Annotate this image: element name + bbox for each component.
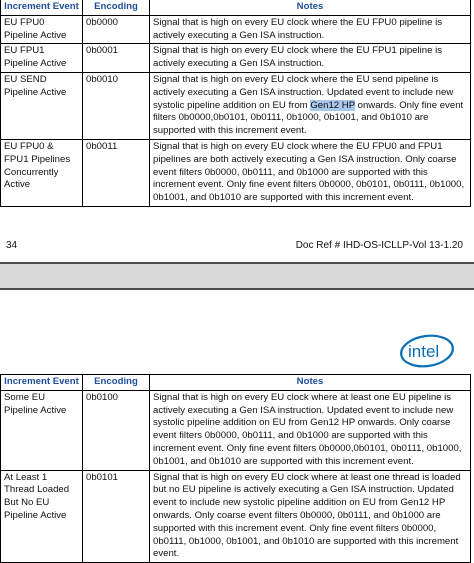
event-name-cell: EU SEND Pipeline Active	[1, 72, 83, 139]
encoding-cell: 0b0011	[83, 139, 150, 206]
notes-text-continued: onwards. Only fine event filters 0b0000,0b0101, 0b0111, 0b1000, 0b1001, and 0b1010 are supported with this increment event.	[153, 99, 464, 137]
document-page-top	[0, 0, 474, 262]
table-header-row	[1, 0, 471, 15]
header-notes: Notes	[150, 0, 471, 15]
table-row	[1, 139, 471, 206]
search-highlight[interactable]: Gen12 HP	[310, 99, 355, 111]
table-row	[1, 390, 471, 470]
event-name-cell: EU FPU0 & FPU1 Pipelines Concurrently Active	[1, 139, 83, 206]
encoding-cell: 0b0010	[83, 72, 150, 139]
notes-text: Signal that is high on every EU clock where the EU send pipeline is actively executing a Gen ISA instruction. Updated event to include new systolic pipeline addition on EU from	[153, 73, 454, 111]
event-name-cell: At Least 1 Thread Loaded But No EU Pipeline Active	[1, 470, 83, 563]
notes-cell	[150, 15, 471, 44]
notes-text: Signal that is high on every EU clock where the EU FPU1 pipeline is actively executing a Gen ISA instruction.	[153, 45, 443, 70]
encoding-cell: 0b0001	[83, 44, 150, 73]
intel-logo	[398, 330, 456, 370]
header-encoding: Encoding	[83, 0, 150, 15]
table-row	[1, 44, 471, 73]
encoding-cell: 0b0100	[83, 390, 150, 470]
top-event-table	[0, 0, 471, 207]
notes-cell	[150, 470, 471, 563]
notes-cell	[150, 72, 471, 139]
encoding-cell: 0b0000	[83, 15, 150, 44]
notes-text: Signal that is high on every EU clock where at least one thread is loaded but no EU pipeline is actively executing a Gen ISA instruction. Updated event to include new systolic pipeline addition on EU from Gen12 HP onwards. Only coarse event filters 0b0000, 0b0111, and 0b1000 are supported with this increment event. Only fine event filters 0b0000, 0b0111, 0b1000, 0b1001, and 0b1010 are supported with this increment event.	[153, 471, 461, 560]
logo-text: intel	[408, 342, 440, 361]
page-number: 34	[6, 240, 18, 251]
encoding-cell: 0b0101	[83, 470, 150, 563]
notes-cell	[150, 44, 471, 73]
event-name-cell: EU FPU0 Pipeline Active	[1, 15, 83, 44]
header-increment-event: Increment Event	[1, 375, 83, 391]
doc-reference: Doc Ref # IHD-OS-ICLLP-Vol 13-1.20	[295, 240, 463, 251]
header-notes: Notes	[150, 375, 471, 391]
table-row	[1, 470, 471, 563]
bottom-event-table	[0, 374, 471, 563]
notes-text: Signal that is high on every EU clock where at least one EU pipeline is actively executing a Gen ISA instruction. Updated event to include new systolic pipeline addition on EU from Gen12 HP onwards. Only coarse event filters 0b0000, 0b0111, and 0b1000 are supported with this increment event. Only fine event filters 0b0000,0b0101, 0b0111, 0b1000, 0b1001, and 0b1010 are supported with this increment event.	[153, 391, 462, 467]
notes-text: Signal that is high on every EU clock where the EU FPU0 pipeline is actively executing a Gen ISA instruction.	[153, 16, 443, 41]
header-increment-event: Increment Event	[1, 0, 83, 15]
header-encoding: Encoding	[83, 375, 150, 391]
page-separator	[0, 262, 474, 290]
page-edge-top	[0, 262, 474, 264]
notes-cell	[150, 139, 471, 206]
event-name-cell: EU FPU1 Pipeline Active	[1, 44, 83, 73]
table-header-row	[1, 375, 471, 391]
table-row	[1, 15, 471, 44]
table-row	[1, 72, 471, 139]
notes-text: Signal that is high on every EU clock where the EU FPU0 and FPU1 pipelines are both actively executing a Gen ISA instruction. Only coarse event filters 0b0000, 0b0111, and 0b1000 are supported with this increment event. Only fine event filters 0b0000, 0b0101, 0b0111, 0b1000, 0b1001, and 0b1010 are supported with this increment event.	[153, 140, 465, 204]
notes-cell	[150, 390, 471, 470]
event-name-cell: Some EU Pipeline Active	[1, 390, 83, 470]
